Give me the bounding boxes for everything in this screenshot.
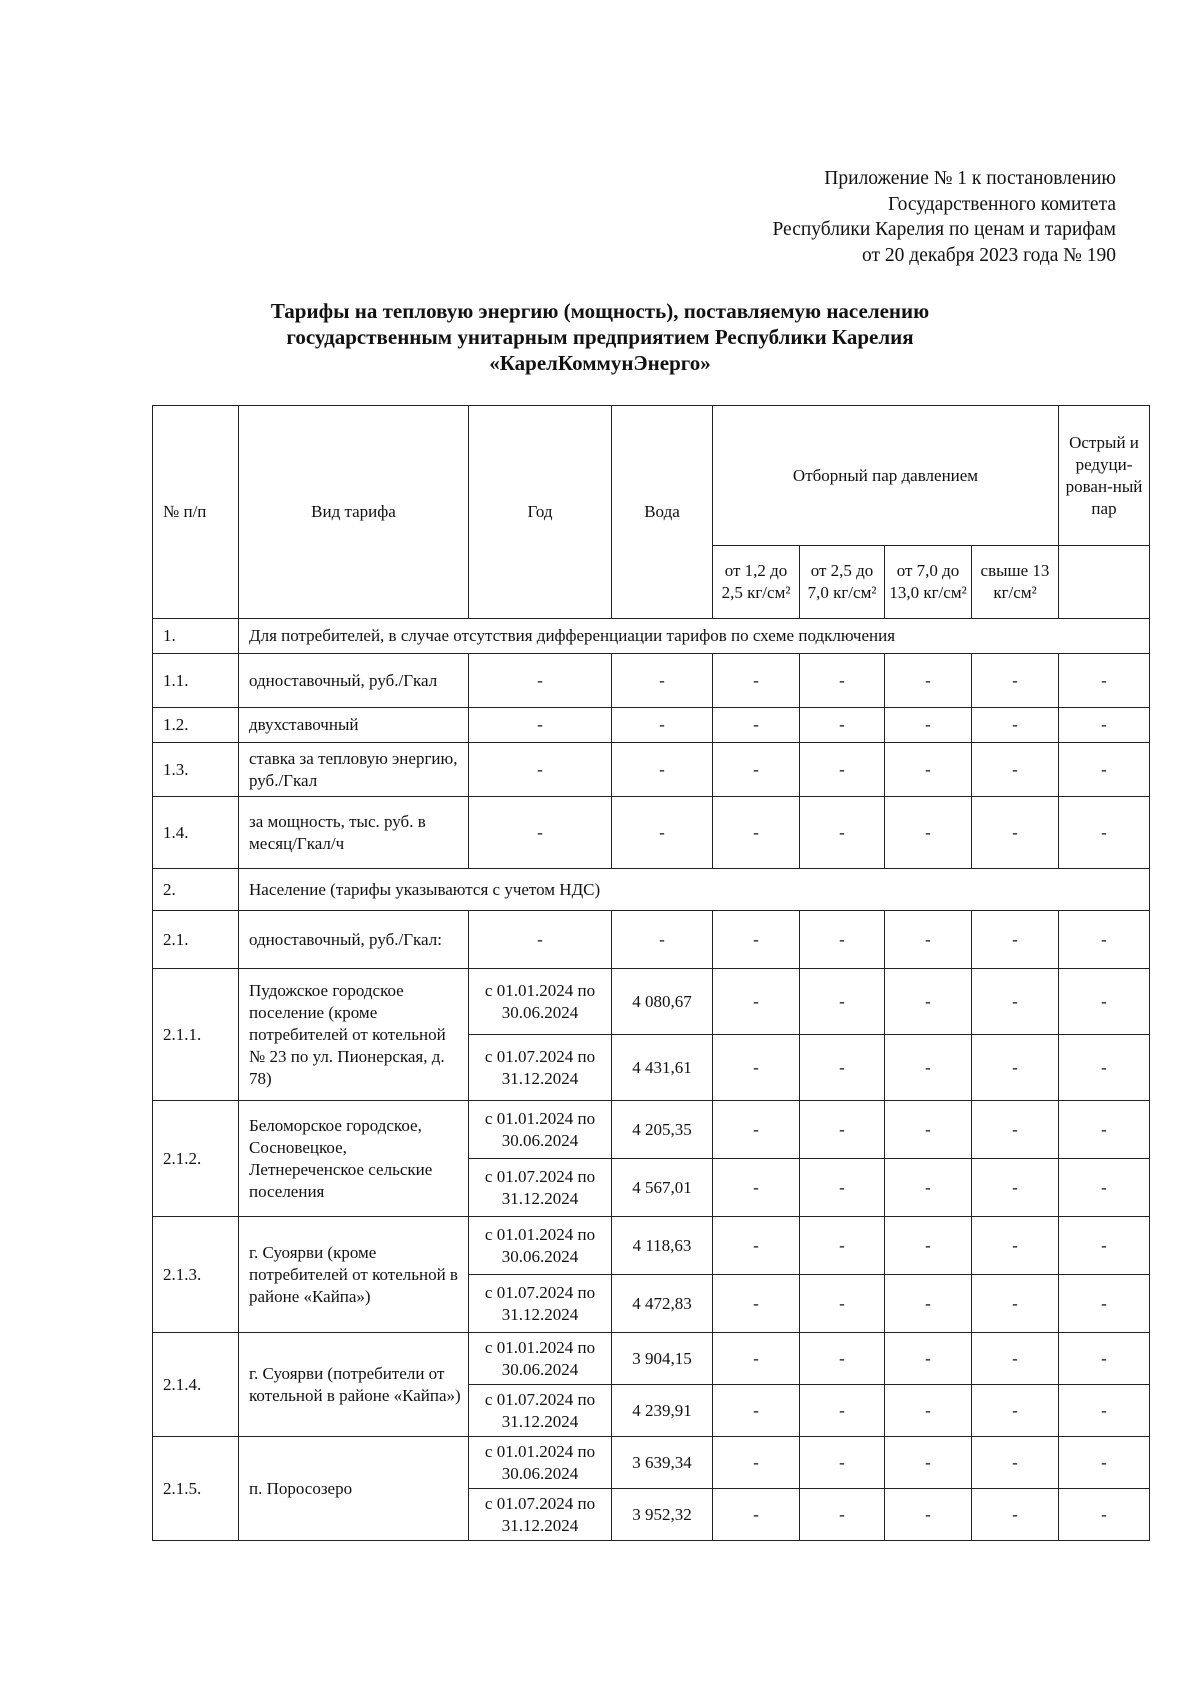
dash-cell: - (972, 1217, 1059, 1275)
row-number: 2.1.4. (153, 1333, 239, 1437)
header-water: Вода (612, 406, 713, 619)
dash-cell: - (1059, 1159, 1150, 1217)
period-cell: с 01.01.2024 по 30.06.2024 (469, 969, 612, 1035)
row-number: 1.1. (153, 654, 239, 708)
dash-cell: - (800, 743, 885, 797)
tariff-label: п. Поросозеро (239, 1437, 469, 1541)
dash-cell: - (800, 1159, 885, 1217)
table-row (153, 1101, 1150, 1159)
dash-cell: - (1059, 911, 1150, 969)
row-number: 2.1. (153, 911, 239, 969)
dash-cell: - (713, 1217, 800, 1275)
period-cell: с 01.07.2024 по 31.12.2024 (469, 1035, 612, 1101)
dash-cell: - (800, 1035, 885, 1101)
dash-cell: - (469, 743, 612, 797)
water-tariff-value: 4 472,83 (612, 1275, 713, 1333)
header-type: Вид тарифа (239, 406, 469, 619)
dash-cell: - (612, 654, 713, 708)
period-cell: с 01.01.2024 по 30.06.2024 (469, 1101, 612, 1159)
dash-cell: - (972, 969, 1059, 1035)
dash-cell: - (972, 1275, 1059, 1333)
tariff-label: г. Суоярви (кроме потребителей от котельной в районе «Кайпа») (239, 1217, 469, 1333)
dash-cell: - (972, 1101, 1059, 1159)
dash-cell: - (713, 1035, 800, 1101)
water-tariff-value: 4 567,01 (612, 1159, 713, 1217)
header-year: Год (469, 406, 612, 619)
dash-cell: - (885, 654, 972, 708)
period-cell: с 01.01.2024 по 30.06.2024 (469, 1437, 612, 1489)
dash-cell: - (885, 969, 972, 1035)
water-tariff-value: 4 239,91 (612, 1385, 713, 1437)
dash-cell: - (972, 1437, 1059, 1489)
document-header (772, 166, 1116, 268)
dash-cell: - (800, 1333, 885, 1385)
dash-cell: - (972, 708, 1059, 743)
dash-cell: - (1059, 797, 1150, 869)
row-number: 2.1.2. (153, 1101, 239, 1217)
period-cell: с 01.01.2024 по 30.06.2024 (469, 1333, 612, 1385)
water-tariff-value: 3 639,34 (612, 1437, 713, 1489)
dash-cell: - (1059, 743, 1150, 797)
dash-cell: - (800, 708, 885, 743)
dash-cell: - (1059, 969, 1150, 1035)
table-row (153, 1217, 1150, 1275)
dash-cell: - (885, 743, 972, 797)
section-title: Для потребителей, в случае отсутствия дифференциации тарифов по схеме подключения (239, 619, 1150, 654)
dash-cell: - (1059, 708, 1150, 743)
tariff-label: одноставочный, руб./Гкал (239, 654, 469, 708)
row-number: 2. (153, 869, 239, 911)
dash-cell: - (972, 654, 1059, 708)
dash-cell: - (1059, 1101, 1150, 1159)
table-row (153, 708, 1150, 743)
header-pressure-2: от 2,5 до 7,0 кг/см² (800, 546, 885, 619)
dash-cell: - (800, 797, 885, 869)
row-number: 2.1.5. (153, 1437, 239, 1541)
dash-cell: - (1059, 1333, 1150, 1385)
header-pressure-1: от 1,2 до 2,5 кг/см² (713, 546, 800, 619)
dash-cell: - (885, 1101, 972, 1159)
header-row (153, 406, 1150, 546)
header-num: № п/п (153, 406, 239, 619)
dash-cell: - (713, 1385, 800, 1437)
dash-cell: - (800, 1437, 885, 1489)
section-row (153, 869, 1150, 911)
tariff-label: одноставочный, руб./Гкал: (239, 911, 469, 969)
dash-cell: - (885, 1489, 972, 1541)
dash-cell: - (972, 1035, 1059, 1101)
title-line: государственным унитарным предприятием Республики Карелия (286, 325, 914, 349)
dash-cell: - (713, 911, 800, 969)
dash-cell: - (713, 1489, 800, 1541)
row-number: 2.1.3. (153, 1217, 239, 1333)
period-cell: с 01.01.2024 по 30.06.2024 (469, 1217, 612, 1275)
dash-cell: - (885, 1437, 972, 1489)
dash-cell: - (469, 911, 612, 969)
dash-cell: - (612, 708, 713, 743)
table-row (153, 743, 1150, 797)
dash-cell: - (713, 1437, 800, 1489)
tariff-table (152, 405, 1150, 1541)
water-tariff-value: 4 431,61 (612, 1035, 713, 1101)
dash-cell: - (713, 1101, 800, 1159)
dash-cell: - (885, 1333, 972, 1385)
period-cell: с 01.07.2024 по 31.12.2024 (469, 1159, 612, 1217)
dash-cell: - (713, 1275, 800, 1333)
dash-cell: - (800, 1101, 885, 1159)
dash-cell: - (713, 708, 800, 743)
dash-cell: - (885, 708, 972, 743)
header-pressure-3: от 7,0 до 13,0 кг/см² (885, 546, 972, 619)
dash-cell: - (800, 1385, 885, 1437)
dash-cell: - (885, 1385, 972, 1437)
dash-cell: - (713, 1333, 800, 1385)
tariff-label: ставка за тепловую энергию, руб./Гкал (239, 743, 469, 797)
dash-cell: - (1059, 654, 1150, 708)
tariff-label: двухставочный (239, 708, 469, 743)
dash-cell: - (469, 708, 612, 743)
dash-cell: - (1059, 1437, 1150, 1489)
dash-cell: - (885, 1275, 972, 1333)
dash-cell: - (469, 797, 612, 869)
dash-cell: - (1059, 1035, 1150, 1101)
dash-cell: - (1059, 1275, 1150, 1333)
dash-cell: - (713, 1159, 800, 1217)
dash-cell: - (800, 1275, 885, 1333)
header-pressure-4: свыше 13 кг/см² (972, 546, 1059, 619)
water-tariff-value: 4 205,35 (612, 1101, 713, 1159)
dash-cell: - (612, 743, 713, 797)
dash-cell: - (1059, 1385, 1150, 1437)
dash-cell: - (713, 797, 800, 869)
dash-cell: - (972, 1333, 1059, 1385)
dash-cell: - (469, 654, 612, 708)
document-title (150, 298, 1050, 376)
dash-cell: - (800, 1217, 885, 1275)
header-sharp-steam: Острый и редуци-рован-ный пар (1059, 406, 1150, 546)
table-row (153, 911, 1150, 969)
dash-cell: - (885, 797, 972, 869)
dash-cell: - (612, 797, 713, 869)
header-line: Государственного комитета (888, 193, 1116, 215)
dash-cell: - (800, 654, 885, 708)
period-cell: с 01.07.2024 по 31.12.2024 (469, 1275, 612, 1333)
dash-cell: - (1059, 1489, 1150, 1541)
dash-cell: - (885, 911, 972, 969)
tariff-label: г. Суоярви (потребители от котельной в районе «Кайпа») (239, 1333, 469, 1437)
dash-cell: - (972, 1385, 1059, 1437)
tariff-label: за мощность, тыс. руб. в месяц/Гкал/ч (239, 797, 469, 869)
table-row (153, 797, 1150, 869)
dash-cell: - (713, 654, 800, 708)
tariff-label: Пудожское городское поселение (кроме потребителей от котельной № 23 по ул. Пионерская, д. 78) (239, 969, 469, 1101)
table-row (153, 654, 1150, 708)
dash-cell: - (972, 743, 1059, 797)
dash-cell: - (885, 1035, 972, 1101)
row-number: 1.3. (153, 743, 239, 797)
section-title: Население (тарифы указываются с учетом НДС) (239, 869, 1150, 911)
water-tariff-value: 4 118,63 (612, 1217, 713, 1275)
dash-cell: - (800, 1489, 885, 1541)
dash-cell: - (1059, 1217, 1150, 1275)
water-tariff-value: 3 952,32 (612, 1489, 713, 1541)
row-number: 1.2. (153, 708, 239, 743)
dash-cell: - (885, 1159, 972, 1217)
dash-cell: - (800, 911, 885, 969)
dash-cell: - (800, 969, 885, 1035)
header-line: от 20 декабря 2023 года № 190 (862, 244, 1116, 266)
header-empty-cell (1059, 546, 1150, 619)
dash-cell: - (972, 1489, 1059, 1541)
water-tariff-value: 4 080,67 (612, 969, 713, 1035)
header-line: Республики Карелия по ценам и тарифам (772, 219, 1116, 240)
row-number: 1. (153, 619, 239, 654)
section-row (153, 619, 1150, 654)
header-steam: Отборный пар давлением (713, 406, 1059, 546)
table-row (153, 969, 1150, 1035)
row-number: 2.1.1. (153, 969, 239, 1101)
tariff-label: Беломорское городское, Сосновецкое, Летнереченское сельские поселения (239, 1101, 469, 1217)
dash-cell: - (972, 911, 1059, 969)
dash-cell: - (972, 797, 1059, 869)
title-line: Тарифы на тепловую энергию (мощность), поставляемую населению (270, 299, 930, 323)
table-row (153, 1437, 1150, 1489)
dash-cell: - (713, 969, 800, 1035)
row-number: 1.4. (153, 797, 239, 869)
header-line: Приложение № 1 к постановлению (824, 168, 1116, 189)
dash-cell: - (612, 911, 713, 969)
title-line: «КарелКоммунЭнерго» (489, 351, 711, 375)
period-cell: с 01.07.2024 по 31.12.2024 (469, 1385, 612, 1437)
dash-cell: - (713, 743, 800, 797)
dash-cell: - (885, 1217, 972, 1275)
water-tariff-value: 3 904,15 (612, 1333, 713, 1385)
period-cell: с 01.07.2024 по 31.12.2024 (469, 1489, 612, 1541)
dash-cell: - (972, 1159, 1059, 1217)
table-row (153, 1333, 1150, 1385)
